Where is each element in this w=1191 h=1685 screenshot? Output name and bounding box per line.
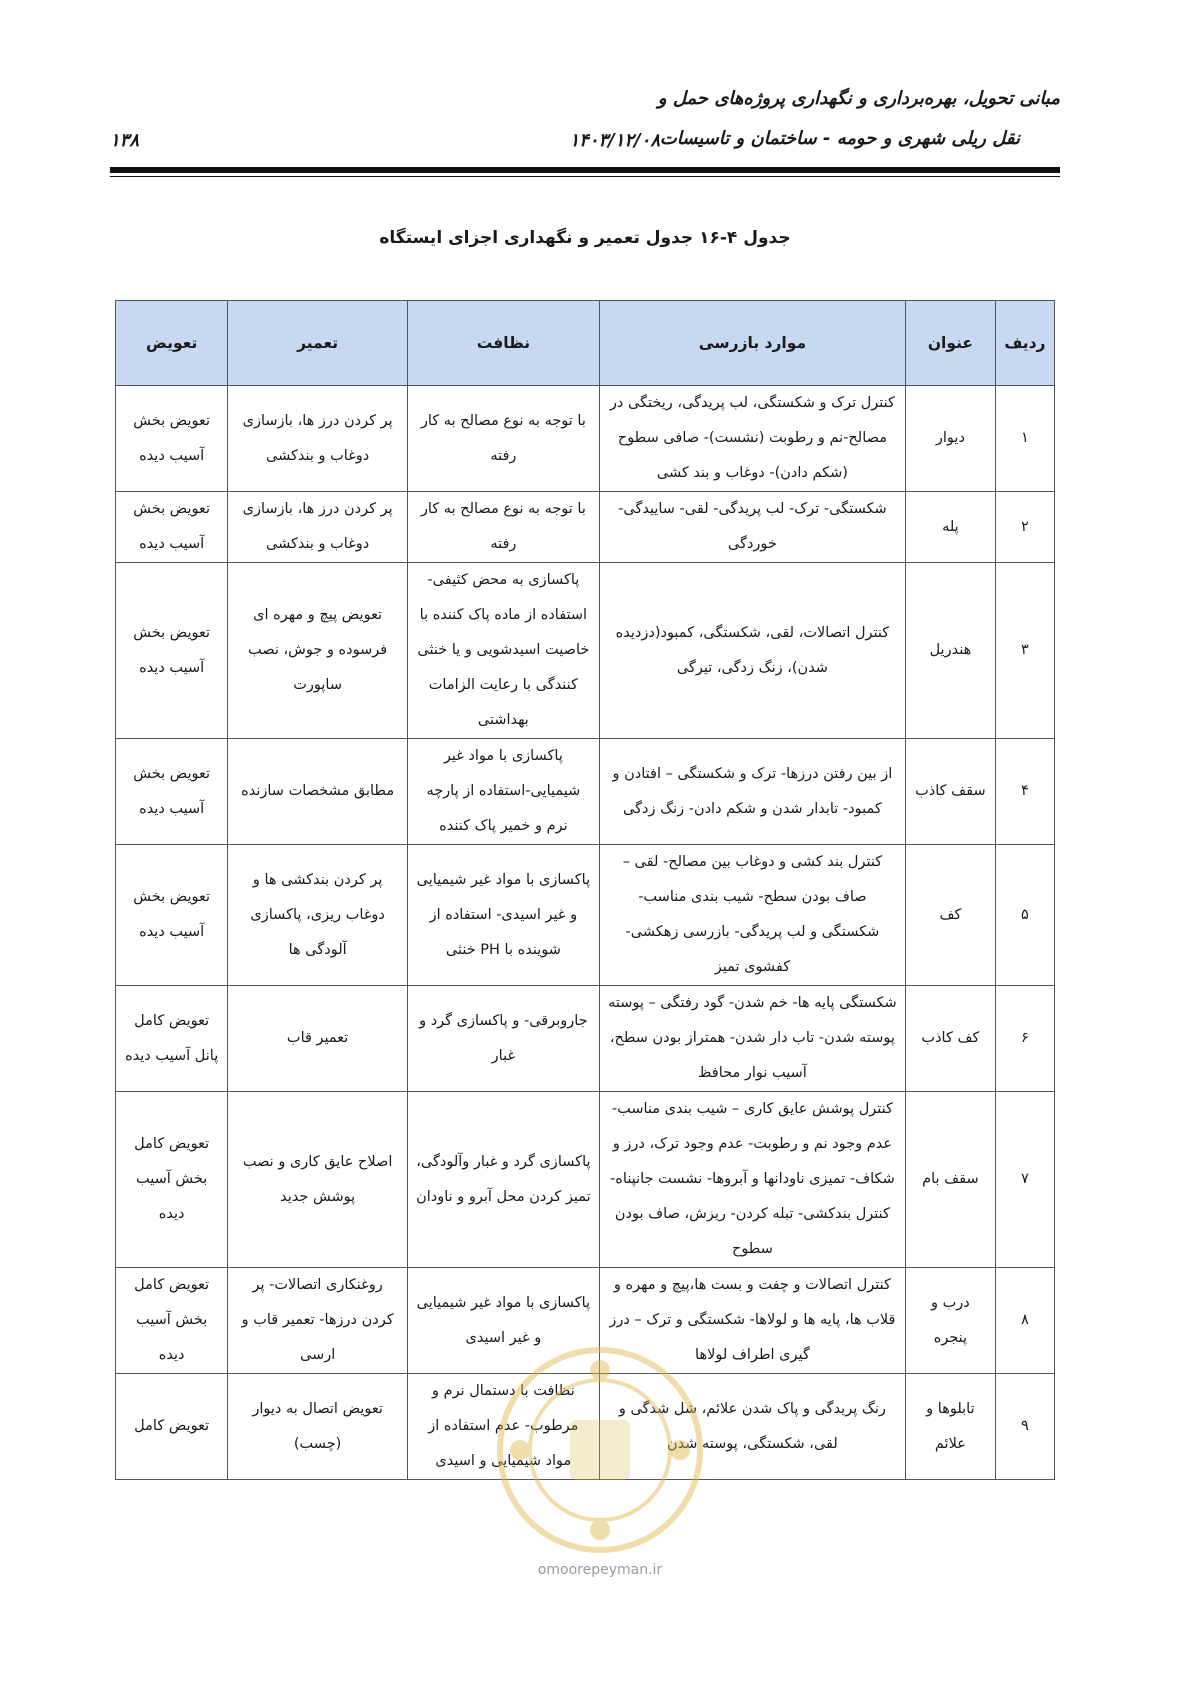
cell-cleaning: با توجه به نوع مصالح به کار رفته: [407, 492, 599, 563]
cell-replace: تعویض بخش آسیب دیده: [116, 563, 228, 739]
cell-inspection: شکستگی- ترک- لب پریدگی- لقی- ساییدگی- خوردگی: [599, 492, 905, 563]
col-header-repair: تعمیر: [228, 301, 408, 386]
cell-cleaning: پاکسازی با مواد غیر شیمیایی-استفاده از پارچه نرم و خمیر پاک کننده: [407, 739, 599, 845]
cell-cleaning: پاکسازی گرد و غبار وآلودگی، تمیز کردن محل آبرو و ناودان: [407, 1092, 599, 1268]
cell-num: ۶: [995, 986, 1054, 1092]
cell-title: کف کاذب: [906, 986, 996, 1092]
cell-repair: تعویض اتصال به دیوار (چسب): [228, 1374, 408, 1480]
header-title-line2: نقل ریلی شهری و حومه - ساختمان و تاسیسات: [659, 128, 1020, 149]
maintenance-table: [115, 300, 1055, 1480]
table-row: [116, 1374, 1055, 1480]
page-number: ۱۳۸: [110, 130, 140, 151]
header-rule-thin: [110, 176, 1060, 177]
col-header-replace: تعویض: [116, 301, 228, 386]
cell-num: ۸: [995, 1268, 1054, 1374]
col-header-inspection: موارد بازرسی: [599, 301, 905, 386]
cell-title: دیوار: [906, 386, 996, 492]
cell-repair: مطابق مشخصات سازنده: [228, 739, 408, 845]
cell-title: پله: [906, 492, 996, 563]
cell-cleaning: نظافت با دستمال نرم و مرطوب- عدم استفاده از مواد شیمیایی و اسیدی: [407, 1374, 599, 1480]
table-row: [116, 563, 1055, 739]
cell-repair: تعمیر قاب: [228, 986, 408, 1092]
cell-cleaning: پاکسازی با مواد غیر شیمیایی و غیر اسیدی: [407, 1268, 599, 1374]
cell-repair: پر کردن درز ها، بازسازی دوغاب و بندکشی: [228, 492, 408, 563]
cell-inspection: رنگ پریدگی و پاک شدن علائم، شل شدگی و لقی، شکستگی، پوسته شدن: [599, 1374, 905, 1480]
cell-repair: پر کردن بندکشی ها و دوغاب ریزی، پاکسازی آلودگی ها: [228, 845, 408, 986]
table-row: [116, 845, 1055, 986]
cell-num: ۳: [995, 563, 1054, 739]
cell-inspection: شکستگی پایه ها- خم شدن- گود رفتگی – پوسته پوسته شدن- تاب دار شدن- همتراز بودن سطح، آسیب نوار محافظ: [599, 986, 905, 1092]
cell-num: ۲: [995, 492, 1054, 563]
table-row: [116, 386, 1055, 492]
cell-inspection: کنترل اتصالات و چفت و بست ها،پیچ و مهره و قلاب ها، پایه ها و لولاها- شکستگی و ترک – درز گیری اطراف لولاها: [599, 1268, 905, 1374]
cell-replace: تعویض بخش آسیب دیده: [116, 739, 228, 845]
cell-inspection: کنترل پوشش عایق کاری – شیب بندی مناسب- عدم وجود نم و رطوبت- عدم وجود ترک، درز و شکاف- تمیزی ناودانها و آبروها- نشست جانپناه- کنترل بندکشی- تبله کردن- ریزش، صاف بودن سطوح: [599, 1092, 905, 1268]
cell-title: سقف بام: [906, 1092, 996, 1268]
cell-num: ۷: [995, 1092, 1054, 1268]
table-row: [116, 986, 1055, 1092]
cell-inspection: از بین رفتن درزها- ترک و شکستگی – افتادن و کمبود- تابدار شدن و شکم دادن- زنگ زدگی: [599, 739, 905, 845]
cell-title: سقف کاذب: [906, 739, 996, 845]
table-row: [116, 1092, 1055, 1268]
cell-title: هندریل: [906, 563, 996, 739]
cell-repair: تعویض پیچ و مهره ای فرسوده و جوش، نصب ساپورت: [228, 563, 408, 739]
cell-repair: پر کردن درز ها، بازسازی دوغاب و بندکشی: [228, 386, 408, 492]
cell-inspection: کنترل اتصالات، لقی، شکستگی، کمبود(دزدیده شدن)، زنگ زدگی، تیرگی: [599, 563, 905, 739]
cell-repair: روغنکاری اتصالات- پر کردن درزها- تعمیر قاب و ارسی: [228, 1268, 408, 1374]
cell-replace: تعویض کامل بخش آسیب دیده: [116, 1268, 228, 1374]
col-header-cleaning: نظافت: [407, 301, 599, 386]
cell-cleaning: با توجه به نوع مصالح به کار رفته: [407, 386, 599, 492]
cell-title: تابلوها و علائم: [906, 1374, 996, 1480]
page-header: [110, 78, 1060, 178]
cell-title: درب و پنجره: [906, 1268, 996, 1374]
table-header-row: [116, 301, 1055, 386]
table-row: [116, 1268, 1055, 1374]
cell-num: ۹: [995, 1374, 1054, 1480]
table-row: [116, 492, 1055, 563]
cell-title: کف: [906, 845, 996, 986]
cell-num: ۵: [995, 845, 1054, 986]
cell-replace: تعویض بخش آسیب دیده: [116, 845, 228, 986]
cell-inspection: کنترل ترک و شکستگی، لب پریدگی، ریختگی در مصالح-نم و رطوبت (نشست)- صافی سطوح (شکم دادن)- دوغاب و بند کشی: [599, 386, 905, 492]
cell-replace: تعویض بخش آسیب دیده: [116, 386, 228, 492]
header-rule-thick: [110, 167, 1060, 173]
cell-num: ۴: [995, 739, 1054, 845]
col-header-title: عنوان: [906, 301, 996, 386]
cell-cleaning: جاروبرقی- و پاکسازی گرد و غبار: [407, 986, 599, 1092]
watermark-site: omoorepeyman.ir: [537, 1562, 663, 1578]
cell-cleaning: پاکسازی به محض کثیفی- استفاده از ماده پاک کننده با خاصیت اسیدشویی و یا خنثی کنندگی با رعایت الزامات بهداشتی: [407, 563, 599, 739]
header-title-line1: مبانی تحویل، بهره‌برداری و نگهداری پروژه‌های حمل و: [657, 88, 1060, 109]
cell-cleaning: پاکسازی با مواد غیر شیمیایی و غیر اسیدی- استفاده از شوینده با PH خنثی: [407, 845, 599, 986]
cell-num: ۱: [995, 386, 1054, 492]
cell-replace: تعویض کامل پانل آسیب دیده: [116, 986, 228, 1092]
table-row: [116, 739, 1055, 845]
col-header-num: ردیف: [995, 301, 1054, 386]
cell-replace: تعویض کامل بخش آسیب دیده: [116, 1092, 228, 1268]
cell-repair: اصلاح عایق کاری و نصب پوشش جدید: [228, 1092, 408, 1268]
cell-replace: تعویض بخش آسیب دیده: [116, 492, 228, 563]
cell-inspection: کنترل بند کشی و دوغاب بین مصالح- لقی – صاف بودن سطح- شیب بندی مناسب- شکستگی و لب پریدگی- بازرسی زهکشی- کفشوی تمیز: [599, 845, 905, 986]
table-title: جدول ۴-۱۶ جدول تعمیر و نگهداری اجزای ایستگاه: [379, 228, 791, 248]
header-date: ۱۴۰۳/۱۲/۰۸: [569, 130, 660, 151]
cell-replace: تعویض کامل: [116, 1374, 228, 1480]
